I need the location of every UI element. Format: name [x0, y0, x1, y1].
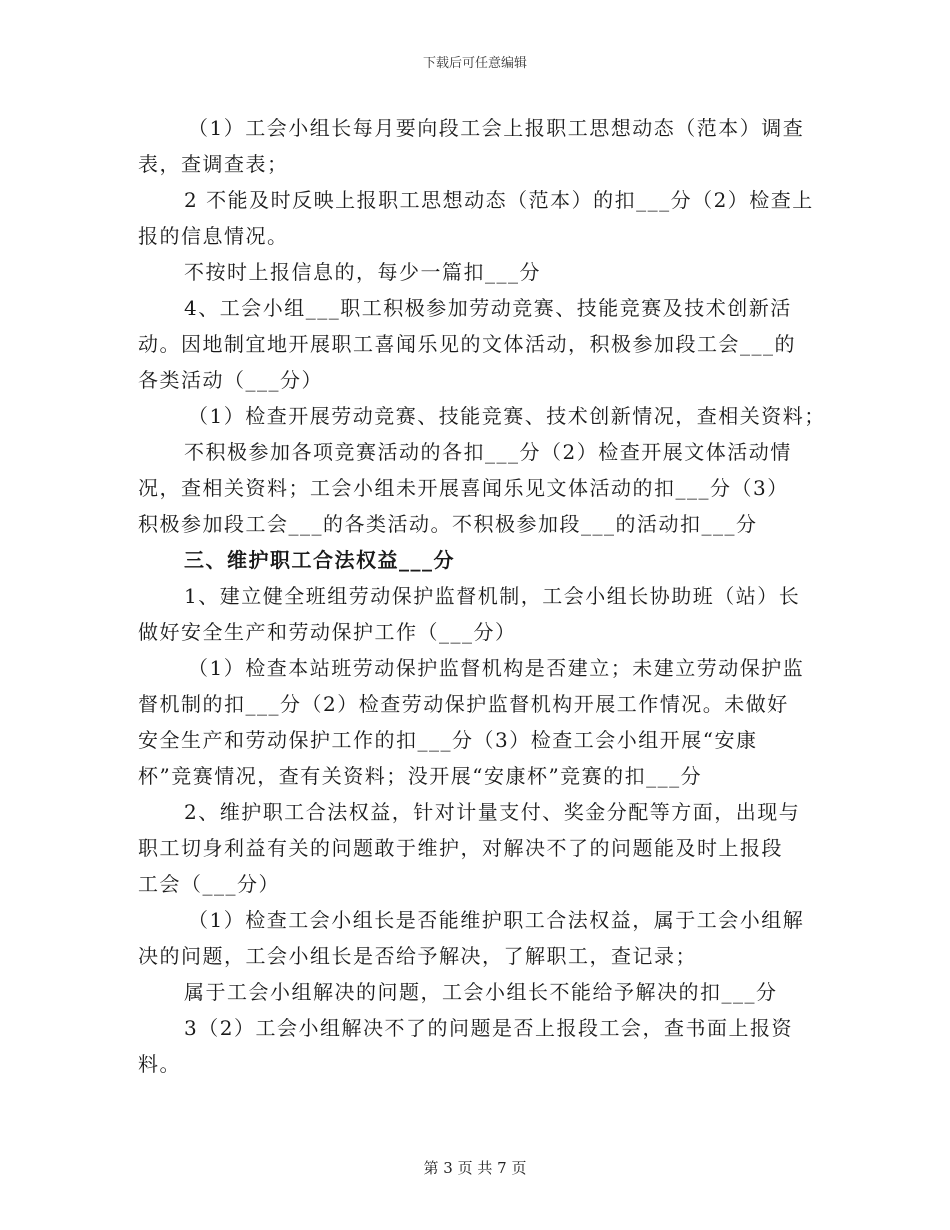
- text-line: 3（2）工会小组解决不了的问题是否上报段工会，查书面上报资: [184, 1016, 793, 1040]
- text-line: 积极参加段工会___的各类活动。不积极参加段___的活动扣___分: [138, 512, 758, 536]
- text-line: 不积极参加各项竞赛活动的各扣___分（2）检查开展文体活动情: [184, 440, 792, 464]
- text-line: 动。因地制宜地开展职工喜闻乐见的文体活动，积极参加段工会___的: [138, 332, 796, 356]
- text-line: 工会（___分）: [138, 872, 280, 896]
- text-line: 督机制的扣___分（2）检查劳动保护监督机构开展工作情况。未做好: [138, 692, 789, 716]
- text-line: 属于工会小组解决的问题，工会小组长不能给予解决的扣___分: [184, 980, 778, 1004]
- section-heading: 三、维护职工合法权益___分: [184, 548, 455, 572]
- text-line: 做好安全生产和劳动保护工作（___分）: [138, 620, 517, 644]
- page-footer: 第 3 页 共 7 页: [423, 1159, 527, 1177]
- text-line: 2、维护职工合法权益，针对计量支付、奖金分配等方面，出现与: [184, 800, 801, 824]
- text-line: 1、建立健全班组劳动保护监督机制，工会小组长协助班（站）长: [184, 584, 801, 608]
- text-line: （1）检查工会小组长是否能维护职工合法权益，属于工会小组解: [188, 908, 805, 932]
- page-header: 下载后可任意编辑: [422, 56, 527, 71]
- text-line: 4、工会小组___职工积极参加劳动竞赛、技能竞赛及技术创新活: [184, 296, 792, 320]
- text-line: 料。: [138, 1052, 181, 1076]
- text-line: 安全生产和劳动保护工作的扣___分（3）检查工会小组开展“安康: [138, 728, 758, 752]
- text-line: （1）检查本站班劳动保护监督机构是否建立；未建立劳动保护监: [188, 656, 805, 680]
- document-body: [138, 110, 826, 1082]
- text-line: 决的问题，工会小组长是否给予解决，了解职工，查记录；: [138, 944, 697, 968]
- text-line: （1）工会小组长每月要向段工会上报职工思想动态（范本）调查: [188, 116, 805, 140]
- text-line: 不按时上报信息的，每少一篇扣___分: [184, 260, 541, 284]
- text-line: 表，查调查表；: [138, 152, 289, 176]
- text-line: （1）检查开展劳动竞赛、技能竞赛、技术创新情况，查相关资料；: [188, 404, 826, 428]
- text-line: 报的信息情况。: [138, 224, 289, 248]
- text-line: 职工切身利益有关的问题敢于维护，对解决不了的问题能及时上报段: [138, 836, 783, 860]
- text-line: 2 不能及时反映上报职工思想动态（范本）的扣___分（2）检查上: [184, 188, 814, 212]
- text-line: 况，查相关资料；工会小组未开展喜闻乐见文体活动的扣___分（3）: [138, 476, 789, 500]
- text-line: 杯”竞赛情况，查有关资料；没开展“安康杯”竞赛的扣___分: [138, 764, 703, 788]
- text-line: 各类活动（___分）: [138, 368, 323, 392]
